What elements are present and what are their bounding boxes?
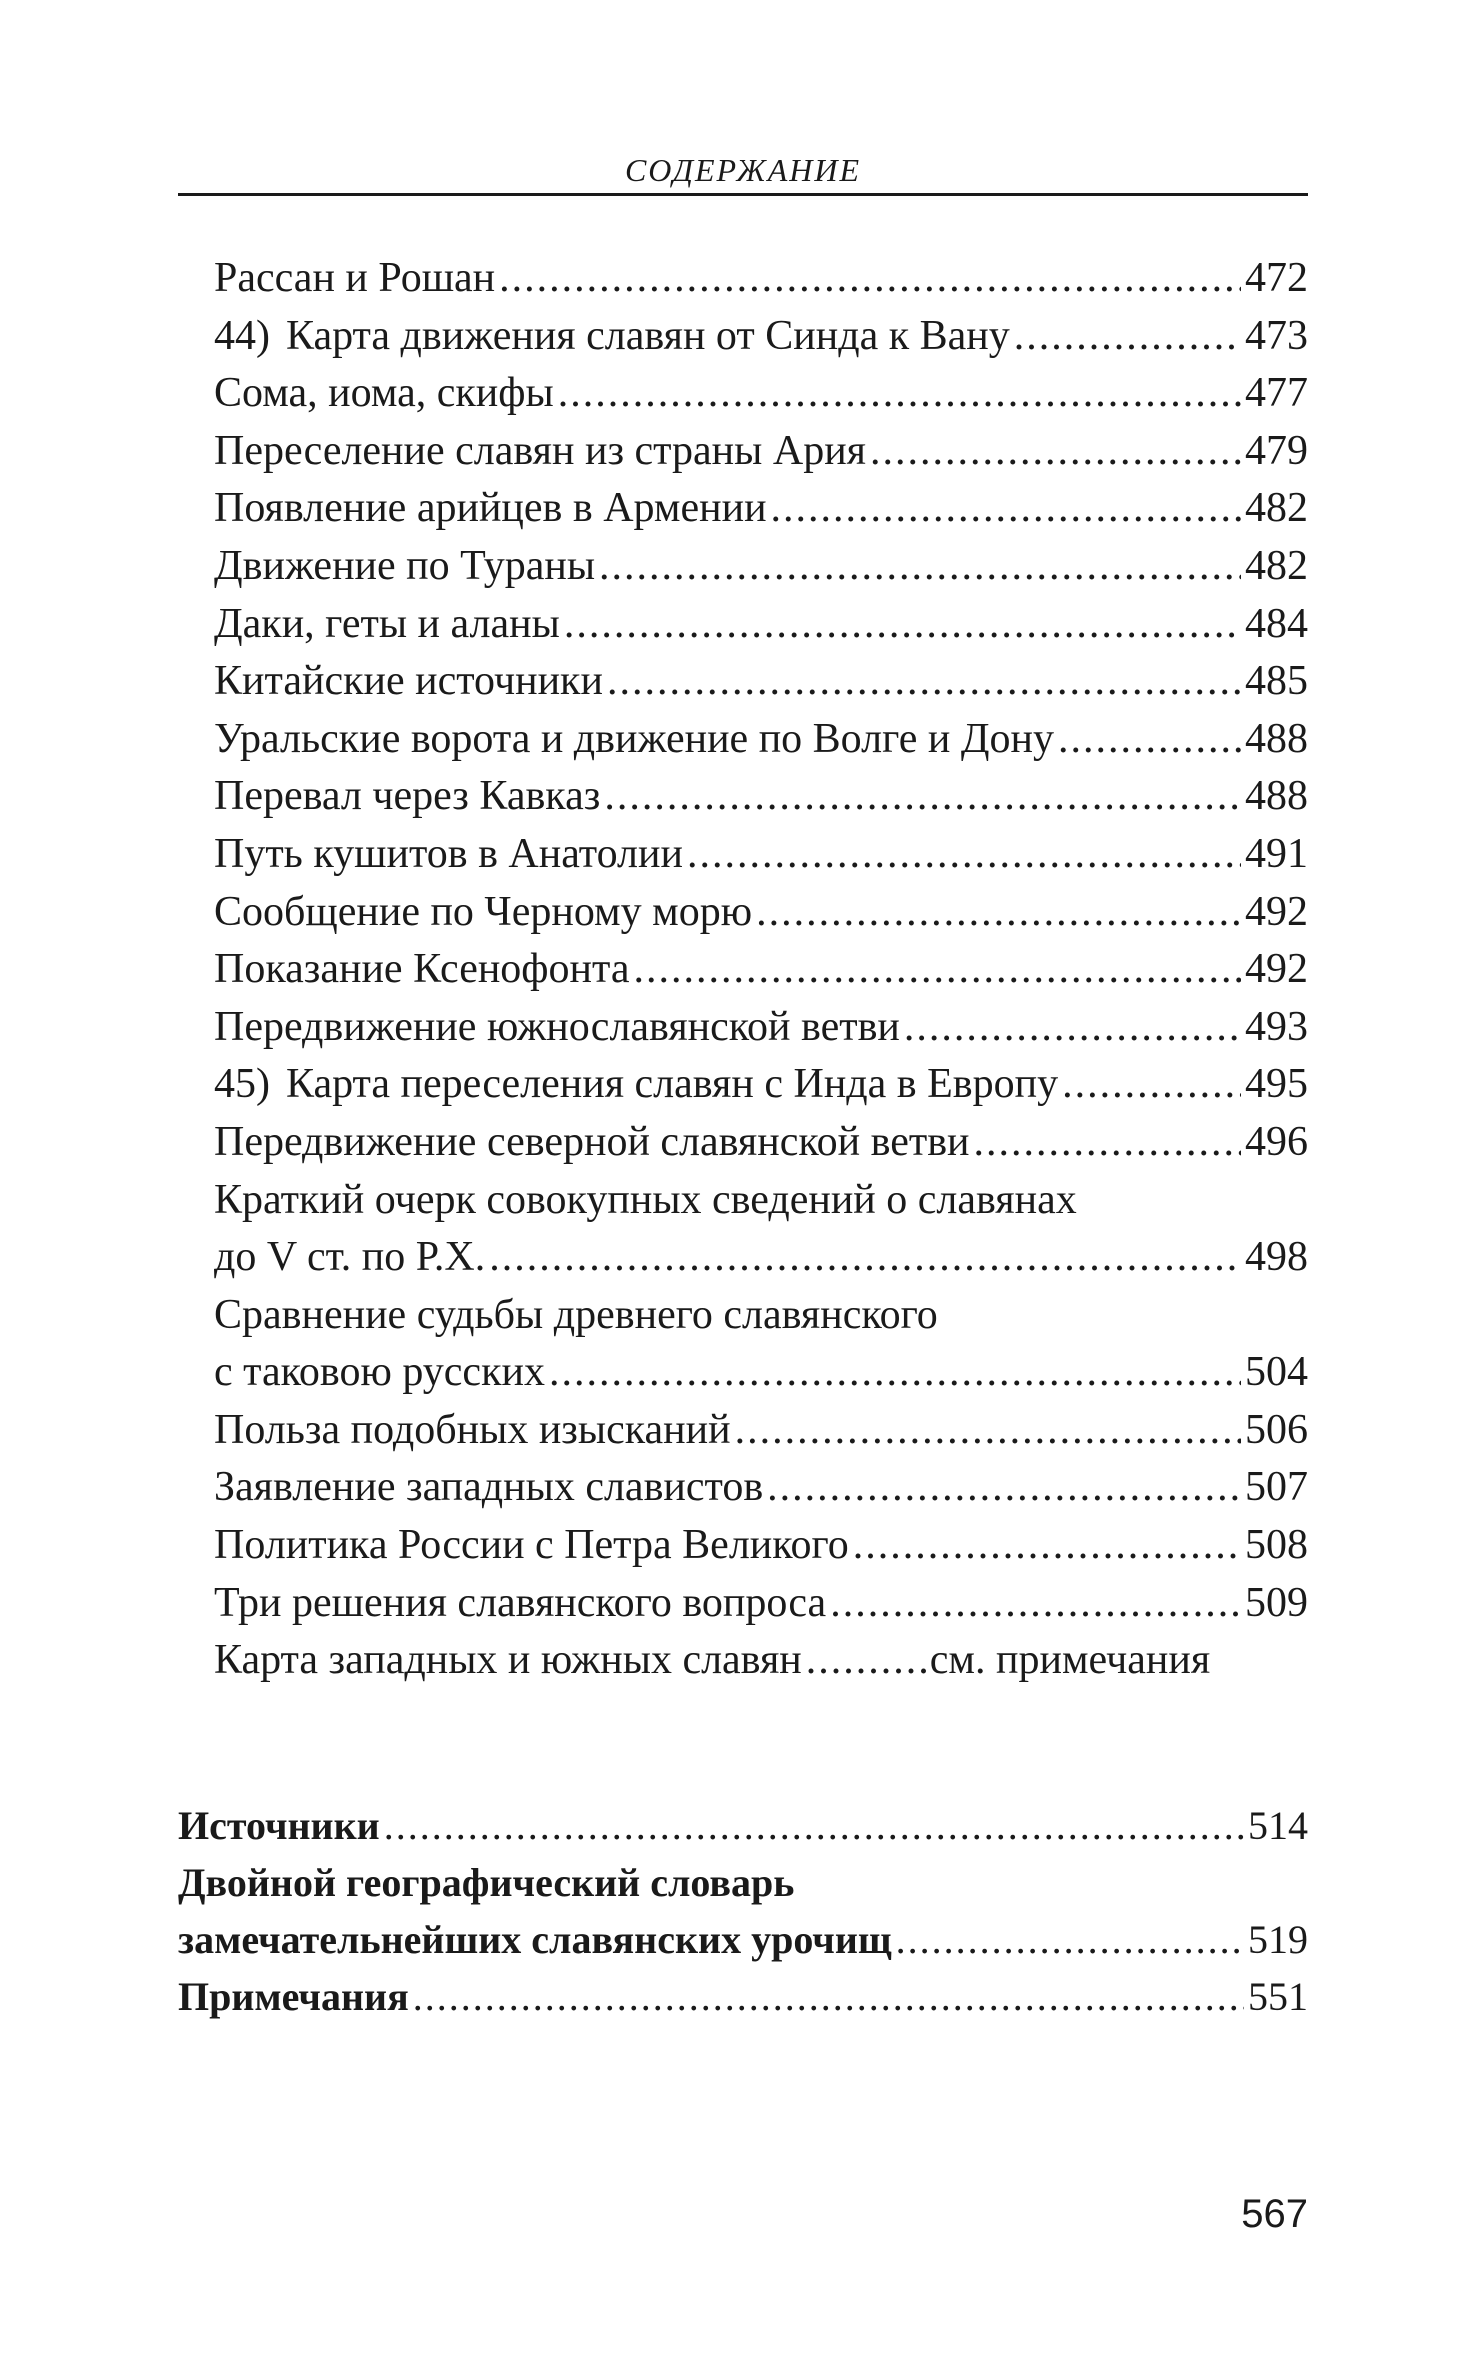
toc-entry-title: Уральские ворота и движение по Волге и Дону: [214, 715, 1054, 762]
toc-entry-title: Движение по Тураны: [214, 542, 596, 589]
toc-entry-page: 496: [1245, 1118, 1308, 1165]
dot-leader: [1014, 308, 1241, 366]
back-matter-entry[interactable]: [178, 1968, 1308, 2025]
toc-entry[interactable]: [214, 884, 1308, 942]
toc-entry-title: Передвижение северной славянской ветви: [214, 1118, 970, 1165]
toc-entry[interactable]: [214, 1114, 1308, 1172]
toc-entry-page: 495: [1245, 1061, 1308, 1108]
back-matter-title: замечательнейших славянских урочищ: [178, 1917, 892, 1962]
dot-leader: [1058, 711, 1241, 769]
back-matter-entry[interactable]: [178, 1911, 1308, 1968]
toc-entry-title: Перевал через Кавказ: [214, 773, 601, 820]
toc-entry-page: 473: [1245, 312, 1308, 359]
back-matter-title: Источники: [178, 1803, 380, 1848]
dot-leader: [830, 1575, 1241, 1633]
toc-entry-title: Рассан и Рошан: [214, 255, 496, 301]
toc-entry-title: Заявление западных славистов: [214, 1464, 764, 1511]
toc-entry-page: 472: [1245, 255, 1308, 301]
toc-entry-title: с таковою русских: [214, 1349, 545, 1396]
toc-entry-title: Три решения славянского вопроса: [214, 1579, 827, 1626]
back-matter-page: 514: [1248, 1803, 1308, 1848]
toc-entry[interactable]: [214, 1402, 1308, 1460]
toc-entry-title-line: Краткий очерк совокупных сведений о славянах: [214, 1176, 1077, 1223]
toc-entry-page: 482: [1245, 485, 1308, 532]
toc-entry[interactable]: [214, 538, 1308, 596]
back-matter-title: Примечания: [178, 1974, 409, 2019]
dot-leader: [604, 768, 1241, 826]
toc-entry-page: см. примечания: [929, 1637, 1211, 1684]
toc-entry[interactable]: [214, 1517, 1308, 1575]
toc-entry-title: Политика России с Петра Великого: [214, 1522, 849, 1569]
toc-entry-title: Переселение славян из страны Ария: [214, 427, 867, 474]
page-number: 567: [1241, 2192, 1308, 2236]
toc-entry-page: 479: [1245, 427, 1308, 474]
toc-entry-title: Появление арийцев в Армении: [214, 485, 767, 532]
toc-entry-page: 491: [1245, 830, 1308, 877]
dot-leader: [558, 365, 1241, 423]
dot-leader: [489, 1229, 1241, 1287]
toc-entry-title: Показание Ксенофонта: [214, 946, 630, 993]
toc-entry-title: Польза подобных изысканий: [214, 1406, 731, 1453]
toc-entry-page: 493: [1245, 1003, 1308, 1050]
toc-entry[interactable]: [214, 365, 1308, 423]
toc-entry-title: до V ст. по Р.Х.: [214, 1234, 486, 1281]
toc-entry-title: Передвижение южнославянской ветви: [214, 1003, 900, 1050]
toc-entry-number: 45): [214, 1061, 270, 1108]
toc-entry-title: Китайские источники: [214, 658, 603, 705]
toc-entry[interactable]: [214, 653, 1308, 711]
dot-leader: [735, 1402, 1241, 1460]
dot-leader: [499, 250, 1241, 308]
dot-leader: [564, 596, 1241, 654]
toc-entry-page: 492: [1245, 946, 1308, 993]
table-of-contents: [214, 250, 1308, 1690]
dot-leader: [687, 826, 1241, 884]
back-matter-title-line: Двойной географический словарь: [178, 1860, 795, 1905]
dot-leader: [384, 1797, 1244, 1854]
toc-entry-title: Путь кушитов в Анатолии: [214, 830, 683, 877]
back-matter-page: 551: [1248, 1974, 1308, 2019]
toc-entry-page: 488: [1245, 715, 1308, 762]
toc-entry[interactable]: [214, 711, 1308, 769]
toc-entry[interactable]: [214, 480, 1308, 538]
toc-entry-page: 508: [1245, 1522, 1308, 1569]
toc-entry[interactable]: [214, 308, 1308, 366]
toc-entry[interactable]: [214, 423, 1308, 481]
toc-entry-title: Сообщение по Черному морю: [214, 888, 753, 935]
dot-leader: [413, 1968, 1244, 2025]
toc-entry-title: Даки, геты и аланы: [214, 600, 560, 647]
toc-entry-number: 44): [214, 312, 270, 359]
toc-entry[interactable]: [214, 999, 1308, 1057]
toc-entry-page: 492: [1245, 888, 1308, 935]
toc-entry-title: Карта западных и южных славян: [214, 1637, 802, 1684]
toc-entry[interactable]: [214, 1056, 1308, 1114]
toc-entry-page: 482: [1245, 542, 1308, 589]
toc-entry[interactable]: [214, 941, 1308, 999]
toc-entry-page: 504: [1245, 1349, 1308, 1396]
toc-entry-title: Карта движения славян от Синда к Вану: [286, 312, 1010, 359]
dot-leader: [634, 941, 1241, 999]
dot-leader: [771, 480, 1241, 538]
dot-leader: [870, 423, 1241, 481]
toc-entry-page: 484: [1245, 600, 1308, 647]
toc-entry-page: 488: [1245, 773, 1308, 820]
dot-leader: [896, 1911, 1244, 1968]
toc-entry[interactable]: [214, 1229, 1308, 1287]
toc-entry-page: 485: [1245, 658, 1308, 705]
dot-leader: [756, 884, 1241, 942]
toc-entry-page: 506: [1245, 1406, 1308, 1453]
dot-leader: [904, 999, 1241, 1057]
dot-leader: [974, 1114, 1241, 1172]
dot-leader: [607, 653, 1241, 711]
header-rule: [178, 193, 1308, 196]
dot-leader: [599, 538, 1241, 596]
dot-leader: [767, 1459, 1241, 1517]
back-matter-entry[interactable]: [178, 1797, 1308, 1854]
toc-entry[interactable]: [214, 768, 1308, 826]
dot-leader: [549, 1344, 1241, 1402]
toc-entry[interactable]: [214, 1575, 1308, 1633]
toc-entry-page: 507: [1245, 1464, 1308, 1511]
toc-entry-page: 498: [1245, 1234, 1308, 1281]
dot-leader: [853, 1517, 1241, 1575]
toc-entry-page: 509: [1245, 1579, 1308, 1626]
dot-leader: [806, 1632, 926, 1690]
toc-entry[interactable]: [214, 1344, 1308, 1402]
toc-entry[interactable]: [214, 826, 1308, 884]
running-head: СОДЕРЖАНИЕ: [624, 152, 862, 188]
dot-leader: [1062, 1056, 1241, 1114]
toc-entry-title: Карта переселения славян с Инда в Европу: [286, 1061, 1059, 1108]
toc-entry-title: Сома, иома, скифы: [214, 370, 554, 417]
toc-entry[interactable]: [214, 1632, 1308, 1690]
back-matter-page: 519: [1248, 1917, 1308, 1962]
toc-entry[interactable]: [214, 1459, 1308, 1517]
toc-entry[interactable]: [214, 596, 1308, 654]
toc-entry-page: 477: [1245, 370, 1308, 417]
toc-entry-title-line: Сравнение судьбы древнего славянского: [214, 1291, 938, 1338]
toc-entry[interactable]: [214, 250, 1308, 308]
back-matter-contents: [178, 1797, 1308, 2025]
